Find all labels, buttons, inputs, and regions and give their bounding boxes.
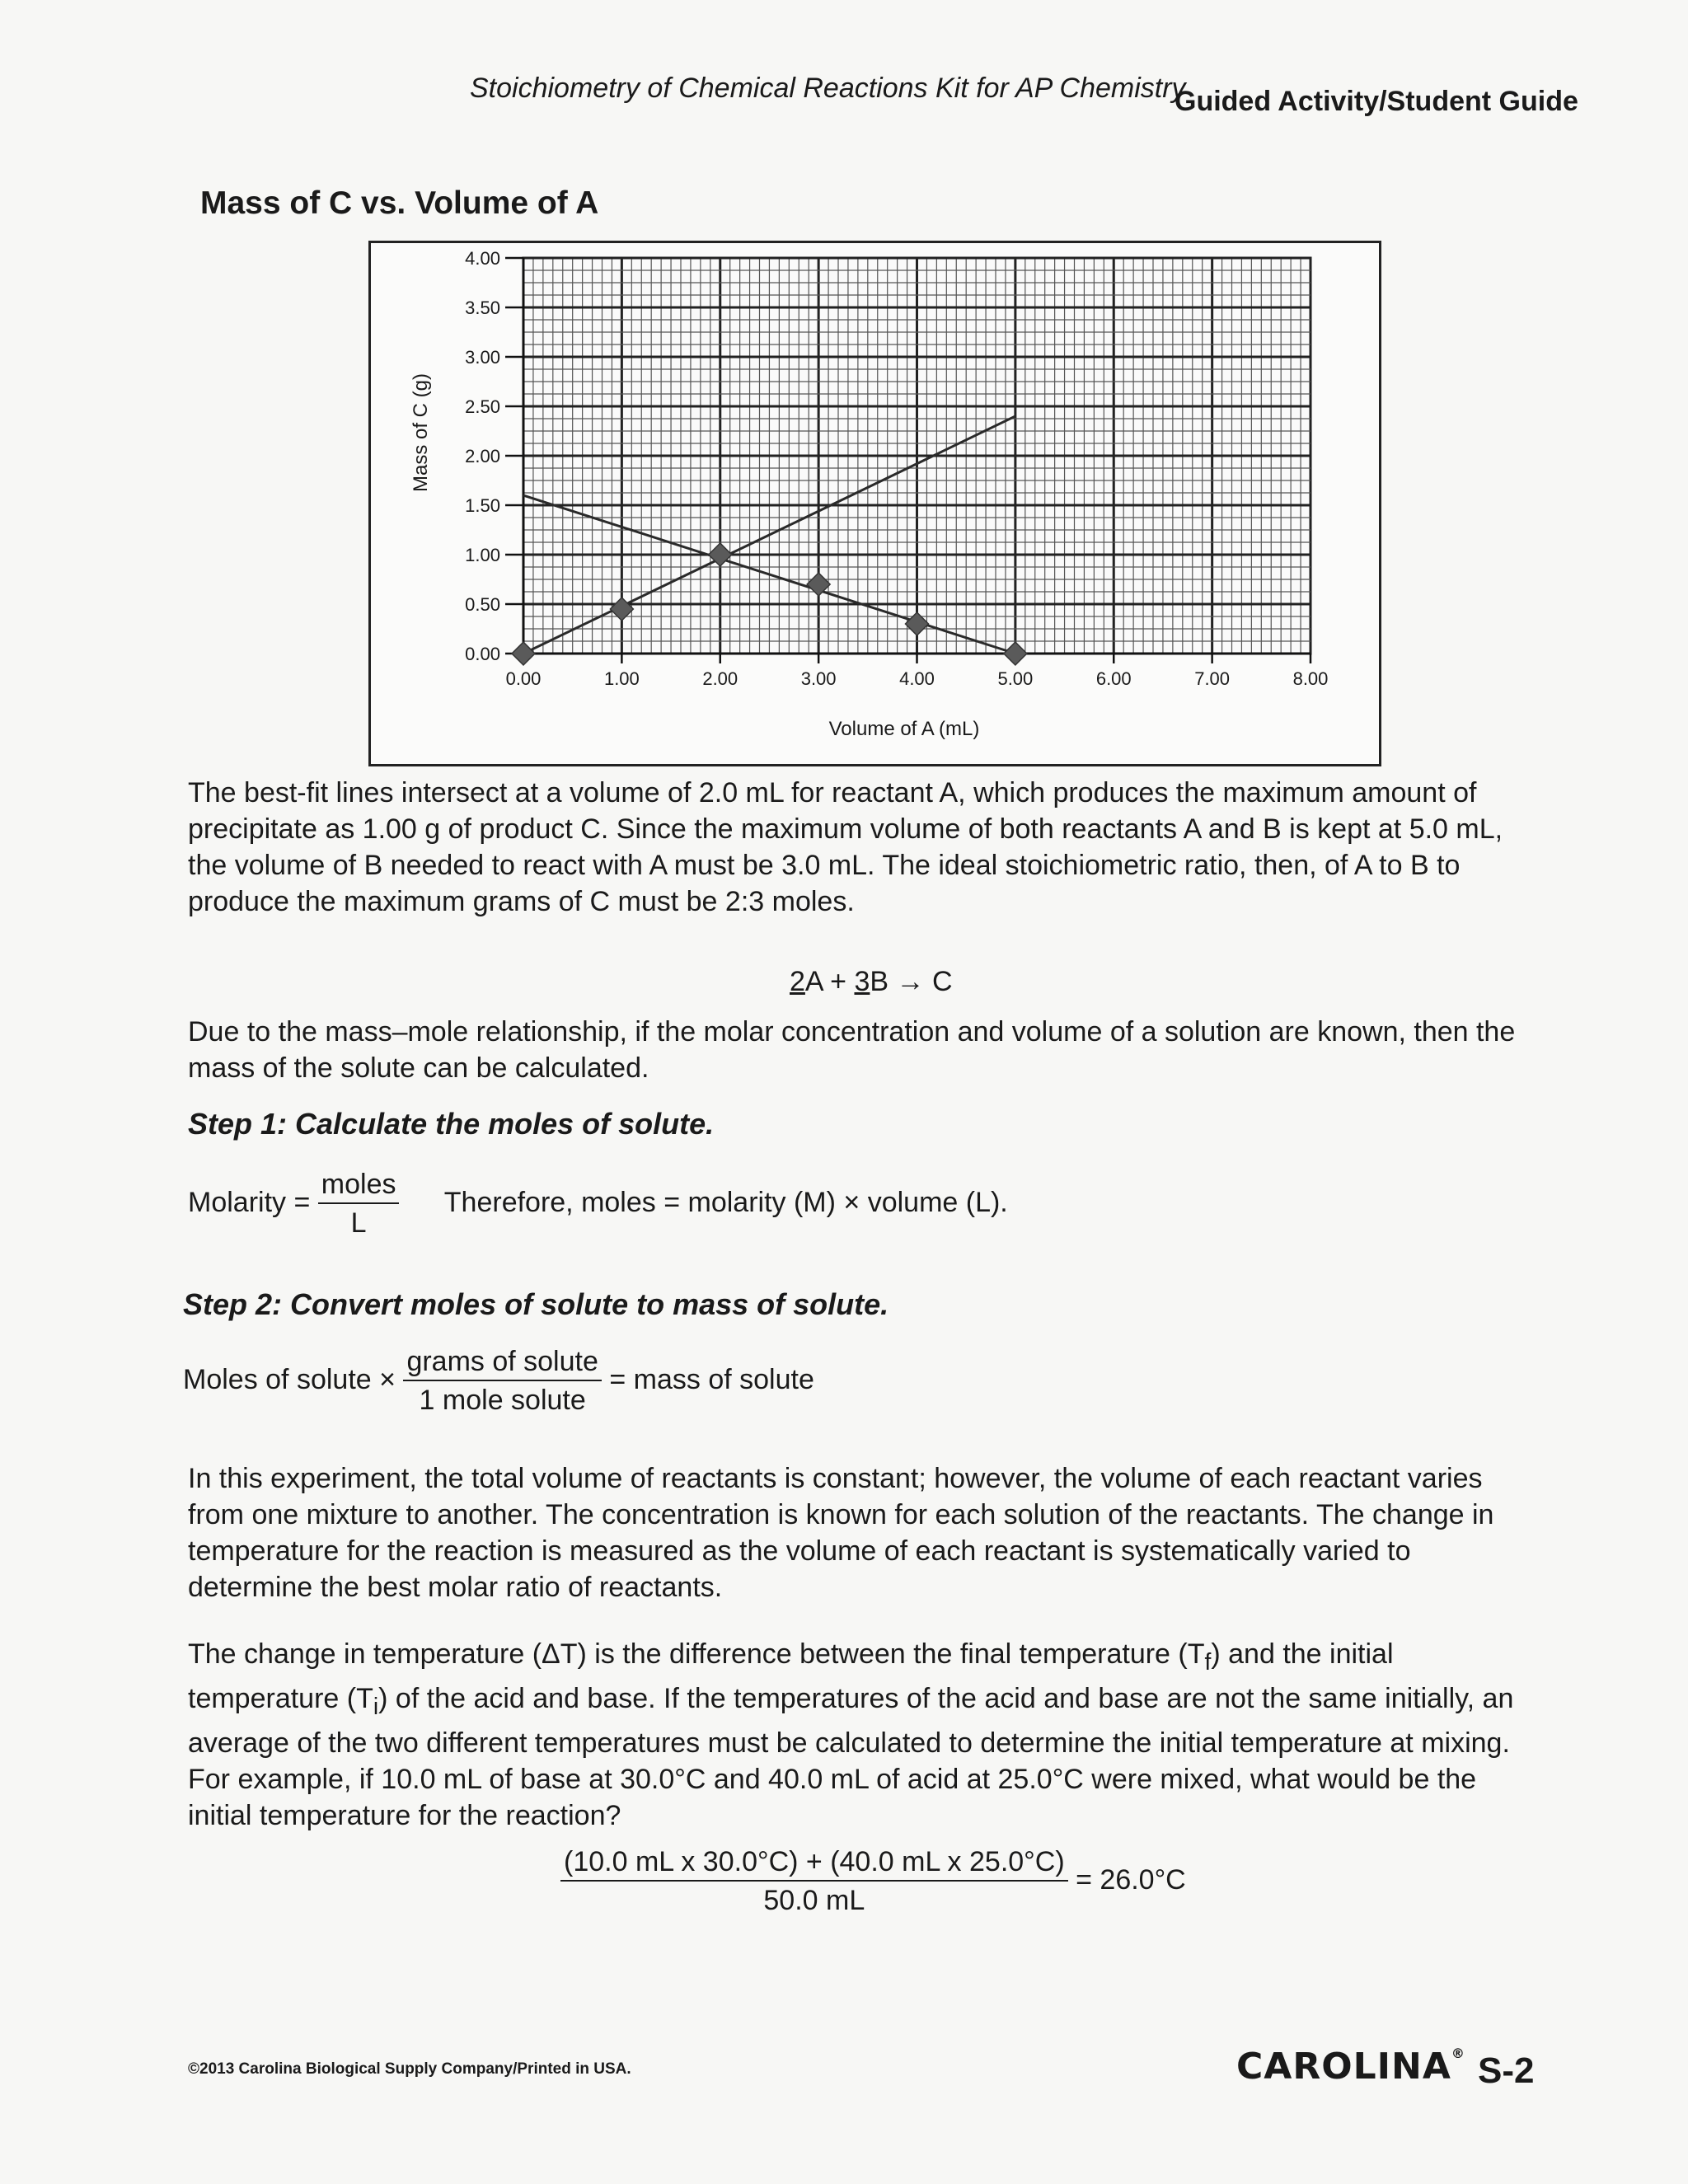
y-tick-label: 4.00 xyxy=(465,248,500,269)
y-tick-label: 0.00 xyxy=(465,644,500,664)
temperature-text-3: ) of the acid and base. If the temperatures of the acid and base are not the same initially, an average of the two different temperatures must be calculated to determine the initial temperature at mixing. For example, if 10.0 mL of base at 30.0°C and 40.0 mL of acid at 25.0°C were mixed, what would be the initial temperature for the reaction? xyxy=(188,1682,1514,1831)
step1-heading: Step 1: Calculate the moles of solute. xyxy=(188,1107,715,1141)
x-tick-label: 4.00 xyxy=(899,668,935,689)
y-tick-label: 2.50 xyxy=(465,396,500,417)
step2-lhs: Moles of solute × xyxy=(183,1363,396,1395)
y-tick-label: 3.00 xyxy=(465,347,500,368)
paragraph-temperature xyxy=(188,1636,1523,1834)
y-tick-label: 1.50 xyxy=(465,495,500,516)
x-tick-label: 3.00 xyxy=(800,668,837,689)
x-tick-label: 0.00 xyxy=(505,668,542,689)
y-axis-label: Mass of C (g) xyxy=(410,373,432,493)
coefficient-a: 2 xyxy=(790,966,805,997)
chart-heading: Mass of C vs. Volume of A xyxy=(200,185,599,221)
header-kit-title: Stoichiometry of Chemical Reactions Kit for AP Chemistry xyxy=(470,73,1186,104)
subscript-f: f xyxy=(1204,1648,1212,1675)
y-tick-label: 0.50 xyxy=(465,594,500,615)
reaction-a: A + xyxy=(804,966,855,997)
x-tick-label: 8.00 xyxy=(1292,668,1329,689)
chart-frame xyxy=(368,241,1381,766)
y-tick-label: 1.00 xyxy=(465,545,500,565)
step1-denominator: L xyxy=(350,1207,367,1239)
y-tick-label: 3.50 xyxy=(465,298,500,318)
step2-rhs: = mass of solute xyxy=(609,1363,814,1395)
step2-fraction xyxy=(403,1346,601,1417)
step2-equation xyxy=(183,1346,814,1417)
reaction-b: B → C xyxy=(870,966,953,997)
step2-denominator: 1 mole solute xyxy=(419,1385,586,1416)
subscript-i: i xyxy=(373,1693,379,1720)
x-tick-label: 6.00 xyxy=(1095,668,1132,689)
step2-heading: Step 2: Convert moles of solute to mass of solute. xyxy=(183,1287,889,1321)
header-guide-title: Guided Activity/Student Guide xyxy=(1175,86,1578,117)
footer-copyright: ©2013 Carolina Biological Supply Company/Printed in USA. xyxy=(188,2060,631,2078)
step1-equation xyxy=(188,1169,1008,1240)
reaction-equation xyxy=(790,966,953,998)
step1-lhs: Molarity = xyxy=(188,1186,311,1218)
x-tick-label: 1.00 xyxy=(603,668,640,689)
chart-grid xyxy=(523,258,1311,654)
carolina-logo: CAROLINA® xyxy=(1236,2046,1465,2088)
example-denominator: 50.0 mL xyxy=(763,1885,865,1916)
mass-vs-volume-chart xyxy=(371,243,1379,764)
x-tick-label: 5.00 xyxy=(997,668,1034,689)
step1-rhs: Therefore, moles = molarity (M) × volume (L). xyxy=(443,1186,1008,1218)
paragraph-intersection: The best-fit lines intersect at a volume of 2.0 mL for reactant A, which produces the maximum amount of precipitate as 1.00 g of product C. Since the maximum volume of both reactants A and B is kept at 5.0 mL, the volume of B needed to react with A must be 3.0 mL. The ideal stoichiometric ratio, then, of A to B to produce the maximum grams of C must be 2:3 moles. xyxy=(188,777,1503,917)
example-calculation xyxy=(560,1846,1186,1917)
step1-numerator: moles xyxy=(318,1169,400,1204)
paragraph-experiment: In this experiment, the total volume of reactants is constant; however, the volume of each reactant varies from one mixture to another. The concentration is known for each solution of the reactants. The change in temperature for the reaction is measured as the volume of each reactant is systematically varied to determine the best molar ratio of reactants. xyxy=(188,1463,1494,1603)
coefficient-b: 3 xyxy=(854,966,870,997)
temperature-text-2: ) and the initial temperature (T xyxy=(188,1638,1394,1714)
paragraph-mass-mole: Due to the mass–mole relationship, if the molar concentration and volume of a solution are known, then the mass of the solute can be calculated. xyxy=(188,1016,1516,1084)
example-result: = 26.0°C xyxy=(1076,1863,1186,1896)
page-number: S-2 xyxy=(1478,2050,1535,2091)
step2-numerator: grams of solute xyxy=(403,1346,601,1381)
x-tick-label: 7.00 xyxy=(1194,668,1231,689)
x-axis-label: Volume of A (mL) xyxy=(828,718,980,740)
x-tick-label: 2.00 xyxy=(702,668,738,689)
logo-text: CAROLINA xyxy=(1236,2046,1451,2088)
y-tick-label: 2.00 xyxy=(465,446,500,466)
example-fraction xyxy=(560,1846,1068,1917)
temperature-text-1: The change in temperature (ΔT) is the difference between the final temperature (T xyxy=(188,1638,1205,1670)
step1-fraction xyxy=(318,1169,400,1240)
example-numerator: (10.0 mL x 30.0°C) + (40.0 mL x 25.0°C) xyxy=(560,1846,1068,1882)
